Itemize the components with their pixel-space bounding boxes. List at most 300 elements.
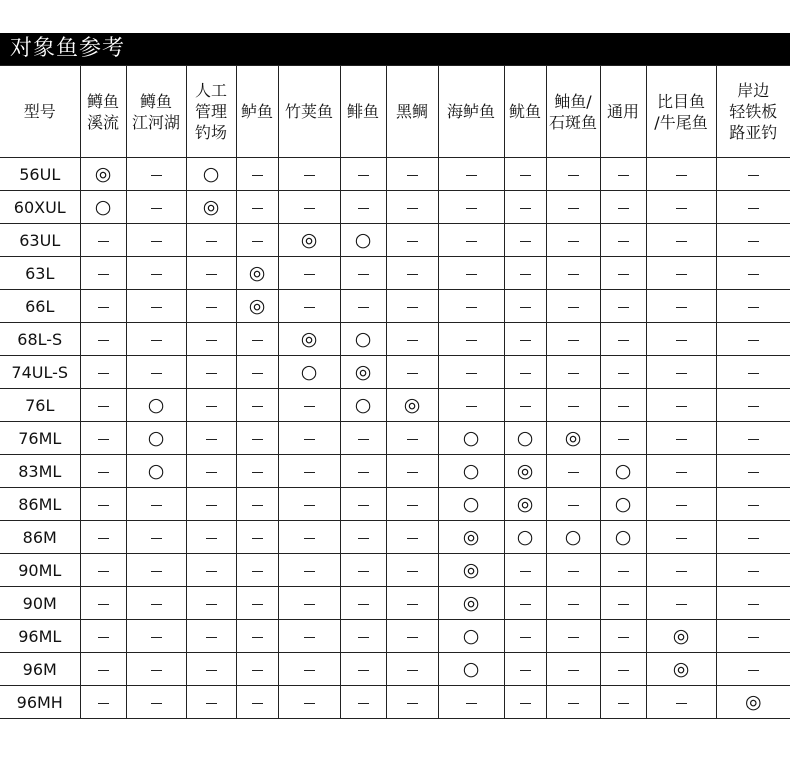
dash-mark: [358, 505, 369, 506]
cell-not-suitable: [600, 257, 646, 290]
dash-mark: [520, 406, 531, 407]
column-header: 海鲈鱼: [438, 66, 504, 158]
cell-not-suitable: [186, 323, 236, 356]
dash-mark: [252, 439, 263, 440]
dash-mark: [568, 637, 579, 638]
cell-not-suitable: [278, 620, 340, 653]
cell-not-suitable: [340, 455, 386, 488]
cell-not-suitable: [646, 389, 716, 422]
cell-suitable: [278, 356, 340, 389]
cell-suitable: [438, 422, 504, 455]
dash-mark: [151, 175, 162, 176]
header-row: [0, 66, 790, 158]
circle-mark: ○: [147, 426, 165, 449]
dash-mark: [676, 538, 687, 539]
dash-mark: [98, 571, 109, 572]
cell-best-fit: [80, 158, 126, 191]
cell-best-fit: [278, 224, 340, 257]
dash-mark: [252, 241, 263, 242]
dash-mark: [568, 406, 579, 407]
cell-not-suitable: [386, 686, 438, 719]
cell-suitable: [80, 191, 126, 224]
double-circle-mark: ◎: [300, 327, 318, 350]
double-circle-mark: ◎: [672, 624, 690, 647]
model-cell: 90M: [0, 587, 80, 620]
table-row: [0, 554, 790, 587]
dash-mark: [748, 208, 759, 209]
circle-mark: ○: [354, 393, 372, 416]
dash-mark: [618, 637, 629, 638]
cell-not-suitable: [504, 356, 546, 389]
cell-best-fit: [546, 422, 600, 455]
cell-not-suitable: [340, 653, 386, 686]
cell-not-suitable: [80, 521, 126, 554]
double-circle-mark: ◎: [462, 558, 480, 581]
dash-mark: [151, 373, 162, 374]
circle-mark: ○: [147, 459, 165, 482]
dash-mark: [407, 670, 418, 671]
dash-mark: [618, 604, 629, 605]
cell-not-suitable: [186, 422, 236, 455]
cell-best-fit: [438, 521, 504, 554]
dash-mark: [252, 472, 263, 473]
cell-best-fit: [438, 554, 504, 587]
dash-mark: [618, 373, 629, 374]
cell-suitable: [126, 389, 186, 422]
dash-mark: [98, 307, 109, 308]
cell-not-suitable: [278, 653, 340, 686]
cell-not-suitable: [386, 653, 438, 686]
cell-not-suitable: [126, 356, 186, 389]
cell-best-fit: [386, 389, 438, 422]
table-row: [0, 323, 790, 356]
cell-not-suitable: [504, 257, 546, 290]
dash-mark: [151, 274, 162, 275]
model-cell: 60XUL: [0, 191, 80, 224]
cell-not-suitable: [186, 587, 236, 620]
cell-best-fit: [646, 653, 716, 686]
cell-not-suitable: [340, 191, 386, 224]
cell-not-suitable: [600, 224, 646, 257]
dash-mark: [358, 637, 369, 638]
dash-mark: [618, 406, 629, 407]
model-cell: 96M: [0, 653, 80, 686]
cell-not-suitable: [504, 158, 546, 191]
circle-mark: ○: [614, 525, 632, 548]
cell-not-suitable: [80, 224, 126, 257]
dash-mark: [407, 175, 418, 176]
cell-not-suitable: [546, 554, 600, 587]
cell-not-suitable: [646, 422, 716, 455]
cell-not-suitable: [186, 488, 236, 521]
cell-not-suitable: [236, 389, 278, 422]
cell-not-suitable: [716, 554, 790, 587]
cell-not-suitable: [278, 191, 340, 224]
cell-not-suitable: [716, 323, 790, 356]
cell-not-suitable: [504, 686, 546, 719]
dash-mark: [206, 307, 217, 308]
column-header: 黑鲷: [386, 66, 438, 158]
cell-not-suitable: [646, 191, 716, 224]
cell-not-suitable: [236, 158, 278, 191]
cell-not-suitable: [186, 356, 236, 389]
cell-not-suitable: [646, 455, 716, 488]
table-row: [0, 653, 790, 686]
cell-not-suitable: [716, 488, 790, 521]
dash-mark: [466, 406, 477, 407]
model-cell: 68L-S: [0, 323, 80, 356]
dash-mark: [358, 571, 369, 572]
dash-mark: [618, 274, 629, 275]
circle-mark: ○: [462, 459, 480, 482]
dash-mark: [520, 340, 531, 341]
cell-not-suitable: [236, 191, 278, 224]
dash-mark: [252, 406, 263, 407]
cell-not-suitable: [236, 653, 278, 686]
cell-not-suitable: [278, 158, 340, 191]
model-cell: 86ML: [0, 488, 80, 521]
cell-not-suitable: [80, 323, 126, 356]
cell-not-suitable: [278, 686, 340, 719]
cell-not-suitable: [278, 521, 340, 554]
column-header: 鱿鱼: [504, 66, 546, 158]
model-cell: 74UL-S: [0, 356, 80, 389]
cell-not-suitable: [546, 356, 600, 389]
cell-not-suitable: [646, 686, 716, 719]
dash-mark: [252, 703, 263, 704]
cell-not-suitable: [646, 224, 716, 257]
cell-not-suitable: [80, 686, 126, 719]
cell-not-suitable: [504, 653, 546, 686]
cell-not-suitable: [236, 521, 278, 554]
cell-not-suitable: [546, 653, 600, 686]
dash-mark: [252, 340, 263, 341]
cell-not-suitable: [600, 686, 646, 719]
circle-mark: ○: [564, 525, 582, 548]
cell-not-suitable: [386, 587, 438, 620]
cell-suitable: [340, 224, 386, 257]
table-row: [0, 488, 790, 521]
dash-mark: [568, 373, 579, 374]
dash-mark: [151, 340, 162, 341]
cell-not-suitable: [386, 290, 438, 323]
dash-mark: [304, 604, 315, 605]
column-header: 通用: [600, 66, 646, 158]
cell-suitable: [126, 422, 186, 455]
table-row: [0, 356, 790, 389]
cell-not-suitable: [80, 257, 126, 290]
dash-mark: [748, 604, 759, 605]
cell-not-suitable: [236, 620, 278, 653]
dash-mark: [151, 670, 162, 671]
double-circle-mark: ◎: [202, 195, 220, 218]
cell-best-fit: [504, 488, 546, 521]
table-row: [0, 158, 790, 191]
cell-not-suitable: [716, 257, 790, 290]
dash-mark: [568, 670, 579, 671]
circle-mark: ○: [354, 327, 372, 350]
cell-not-suitable: [236, 686, 278, 719]
model-cell: 96ML: [0, 620, 80, 653]
cell-not-suitable: [716, 290, 790, 323]
cell-not-suitable: [236, 323, 278, 356]
dash-mark: [252, 571, 263, 572]
dash-mark: [407, 241, 418, 242]
dash-mark: [304, 472, 315, 473]
cell-not-suitable: [546, 158, 600, 191]
dash-mark: [407, 538, 418, 539]
dash-mark: [676, 340, 687, 341]
cell-best-fit: [236, 257, 278, 290]
cell-not-suitable: [438, 191, 504, 224]
cell-not-suitable: [646, 554, 716, 587]
dash-mark: [618, 340, 629, 341]
cell-not-suitable: [386, 554, 438, 587]
double-circle-mark: ◎: [564, 426, 582, 449]
cell-not-suitable: [546, 620, 600, 653]
dash-mark: [748, 505, 759, 506]
dash-mark: [748, 538, 759, 539]
dash-mark: [151, 307, 162, 308]
cell-not-suitable: [80, 356, 126, 389]
double-circle-mark: ◎: [462, 525, 480, 548]
dash-mark: [618, 703, 629, 704]
dash-mark: [676, 208, 687, 209]
cell-not-suitable: [278, 488, 340, 521]
dash-mark: [568, 274, 579, 275]
cell-not-suitable: [236, 554, 278, 587]
cell-suitable: [438, 455, 504, 488]
cell-not-suitable: [716, 191, 790, 224]
dash-mark: [358, 670, 369, 671]
cell-not-suitable: [80, 488, 126, 521]
dash-mark: [520, 241, 531, 242]
cell-not-suitable: [600, 290, 646, 323]
table-row: [0, 290, 790, 323]
cell-not-suitable: [386, 356, 438, 389]
dash-mark: [151, 571, 162, 572]
cell-not-suitable: [186, 290, 236, 323]
dash-mark: [466, 274, 477, 275]
cell-not-suitable: [716, 389, 790, 422]
double-circle-mark: ◎: [300, 228, 318, 251]
cell-suitable: [340, 323, 386, 356]
cell-not-suitable: [716, 422, 790, 455]
dash-mark: [568, 571, 579, 572]
cell-not-suitable: [126, 620, 186, 653]
cell-not-suitable: [600, 191, 646, 224]
dash-mark: [568, 604, 579, 605]
cell-not-suitable: [386, 488, 438, 521]
cell-not-suitable: [236, 587, 278, 620]
dash-mark: [304, 538, 315, 539]
dash-mark: [358, 604, 369, 605]
dash-mark: [568, 340, 579, 341]
dash-mark: [206, 637, 217, 638]
dash-mark: [618, 307, 629, 308]
cell-not-suitable: [438, 290, 504, 323]
dash-mark: [206, 538, 217, 539]
dash-mark: [407, 505, 418, 506]
cell-not-suitable: [278, 422, 340, 455]
circle-mark: ○: [462, 624, 480, 647]
dash-mark: [151, 208, 162, 209]
dash-mark: [252, 505, 263, 506]
cell-not-suitable: [126, 521, 186, 554]
cell-not-suitable: [504, 323, 546, 356]
circle-mark: ○: [147, 393, 165, 416]
cell-not-suitable: [386, 455, 438, 488]
cell-not-suitable: [186, 389, 236, 422]
cell-not-suitable: [340, 620, 386, 653]
dash-mark: [676, 175, 687, 176]
cell-not-suitable: [126, 290, 186, 323]
cell-not-suitable: [716, 653, 790, 686]
cell-not-suitable: [646, 158, 716, 191]
dash-mark: [466, 241, 477, 242]
cell-suitable: [186, 158, 236, 191]
dash-mark: [676, 604, 687, 605]
cell-not-suitable: [646, 257, 716, 290]
dash-mark: [206, 406, 217, 407]
dash-mark: [676, 373, 687, 374]
dash-mark: [98, 670, 109, 671]
dash-mark: [304, 637, 315, 638]
dash-mark: [98, 472, 109, 473]
dash-mark: [98, 241, 109, 242]
dash-mark: [358, 175, 369, 176]
model-cell: 86M: [0, 521, 80, 554]
dash-mark: [748, 472, 759, 473]
column-header: 鲱鱼: [340, 66, 386, 158]
cell-not-suitable: [126, 158, 186, 191]
table-row: [0, 389, 790, 422]
cell-not-suitable: [186, 257, 236, 290]
dash-mark: [748, 274, 759, 275]
dash-mark: [304, 274, 315, 275]
cell-not-suitable: [600, 389, 646, 422]
column-header-model: 型号: [0, 66, 80, 158]
cell-not-suitable: [546, 191, 600, 224]
dash-mark: [748, 307, 759, 308]
dash-mark: [151, 538, 162, 539]
column-header: 鲈鱼: [236, 66, 278, 158]
dash-mark: [618, 670, 629, 671]
cell-not-suitable: [340, 257, 386, 290]
dash-mark: [206, 472, 217, 473]
cell-not-suitable: [126, 587, 186, 620]
double-circle-mark: ◎: [354, 360, 372, 383]
dash-mark: [568, 307, 579, 308]
dash-mark: [304, 571, 315, 572]
cell-not-suitable: [716, 158, 790, 191]
cell-not-suitable: [504, 554, 546, 587]
dash-mark: [407, 604, 418, 605]
dash-mark: [206, 439, 217, 440]
dash-mark: [407, 571, 418, 572]
dash-mark: [466, 175, 477, 176]
dash-mark: [206, 703, 217, 704]
cell-not-suitable: [646, 290, 716, 323]
double-circle-mark: ◎: [462, 591, 480, 614]
cell-not-suitable: [646, 521, 716, 554]
double-circle-mark: ◎: [403, 393, 421, 416]
cell-not-suitable: [546, 455, 600, 488]
dash-mark: [304, 208, 315, 209]
dash-mark: [520, 208, 531, 209]
dash-mark: [568, 208, 579, 209]
cell-not-suitable: [340, 686, 386, 719]
cell-not-suitable: [80, 554, 126, 587]
cell-suitable: [438, 488, 504, 521]
cell-not-suitable: [186, 686, 236, 719]
dash-mark: [98, 406, 109, 407]
cell-not-suitable: [236, 422, 278, 455]
circle-mark: ○: [516, 525, 534, 548]
dash-mark: [304, 406, 315, 407]
double-circle-mark: ◎: [672, 657, 690, 680]
table-row: [0, 455, 790, 488]
cell-not-suitable: [716, 455, 790, 488]
cell-best-fit: [716, 686, 790, 719]
cell-not-suitable: [546, 290, 600, 323]
table-row: [0, 620, 790, 653]
dash-mark: [520, 670, 531, 671]
column-header: 人工 管理 钓场: [186, 66, 236, 158]
dash-mark: [358, 274, 369, 275]
column-header: 鳟鱼 溪流: [80, 66, 126, 158]
dash-mark: [618, 571, 629, 572]
cell-not-suitable: [600, 323, 646, 356]
cell-best-fit: [340, 356, 386, 389]
cell-suitable: [600, 521, 646, 554]
dash-mark: [676, 406, 687, 407]
cell-not-suitable: [236, 455, 278, 488]
cell-not-suitable: [340, 587, 386, 620]
dash-mark: [676, 472, 687, 473]
table-row: [0, 422, 790, 455]
model-cell: 76L: [0, 389, 80, 422]
cell-not-suitable: [186, 653, 236, 686]
cell-not-suitable: [340, 554, 386, 587]
dash-mark: [358, 538, 369, 539]
column-header: 比目鱼 /牛尾鱼: [646, 66, 716, 158]
table-row: [0, 686, 790, 719]
cell-not-suitable: [716, 620, 790, 653]
dash-mark: [520, 703, 531, 704]
cell-suitable: [600, 488, 646, 521]
column-header: 鳟鱼 江河湖: [126, 66, 186, 158]
cell-suitable: [504, 422, 546, 455]
dash-mark: [568, 472, 579, 473]
dash-mark: [520, 604, 531, 605]
cell-not-suitable: [600, 356, 646, 389]
double-circle-mark: ◎: [248, 261, 266, 284]
cell-not-suitable: [80, 653, 126, 686]
circle-mark: ○: [94, 195, 112, 218]
dash-mark: [520, 175, 531, 176]
dash-mark: [252, 175, 263, 176]
cell-not-suitable: [278, 554, 340, 587]
column-header: 岸边 轻铁板 路亚钓: [716, 66, 790, 158]
dash-mark: [358, 472, 369, 473]
cell-not-suitable: [438, 356, 504, 389]
cell-not-suitable: [340, 488, 386, 521]
dash-mark: [304, 439, 315, 440]
cell-not-suitable: [504, 290, 546, 323]
dash-mark: [466, 373, 477, 374]
cell-suitable: [340, 389, 386, 422]
